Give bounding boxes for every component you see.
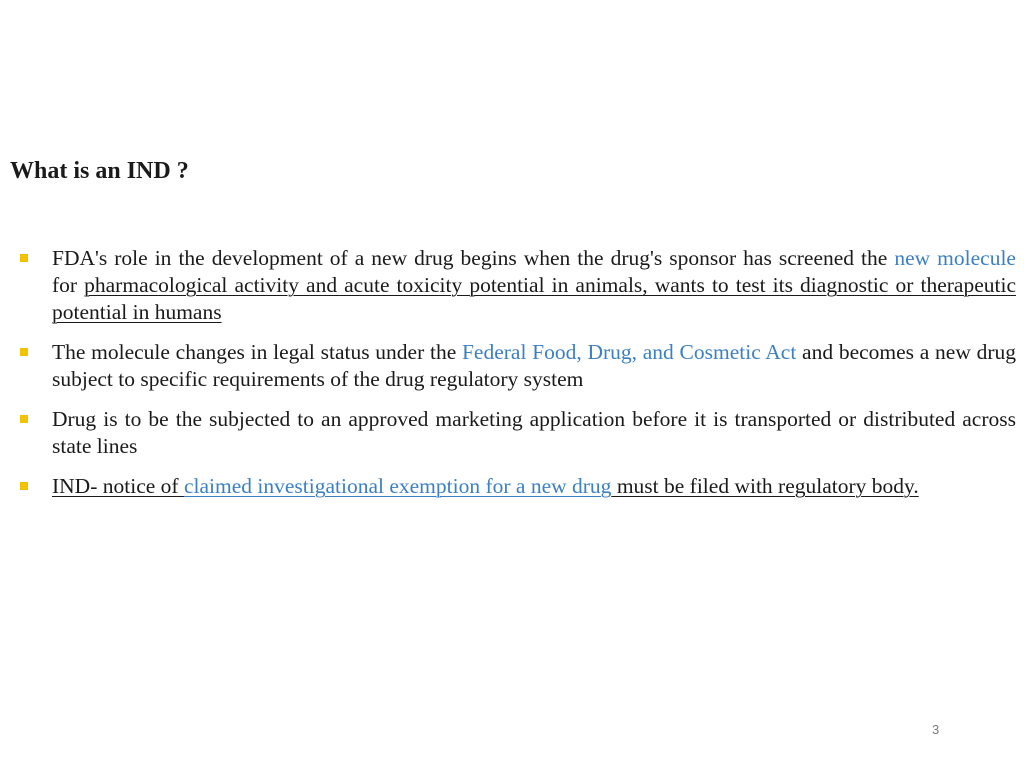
square-bullet-icon bbox=[20, 348, 28, 356]
bullet-text: for bbox=[52, 273, 85, 297]
square-bullet-icon bbox=[20, 415, 28, 423]
bullet-text: FDA's role in the development of a new drug begins when the drug's sponsor has screened the bbox=[52, 246, 895, 270]
highlight-fdc-act: Federal Food, Drug, and Cosmetic Act bbox=[461, 340, 797, 364]
bullet-text: Drug is to be the subjected to an approved marketing application before it is transported or distributed across state lines bbox=[52, 407, 1016, 458]
underlined-text: pharmacological activity and acute toxicity potential in animals, wants to test its diagnostic or therapeutic potential in humans bbox=[52, 273, 1016, 324]
square-bullet-icon bbox=[20, 482, 28, 490]
underlined-text: IND- notice of bbox=[52, 474, 184, 498]
bullet-list bbox=[18, 245, 1016, 513]
page-number: 3 bbox=[932, 722, 940, 737]
bullet-item bbox=[18, 406, 1016, 460]
slide-title: What is an IND ? bbox=[10, 158, 189, 184]
highlight-new-molecule: new molecule bbox=[894, 246, 1016, 270]
square-bullet-icon bbox=[20, 254, 28, 262]
bullet-text: The molecule changes in legal status under the bbox=[52, 340, 462, 364]
highlight-exemption: claimed investigational exemption for a new drug bbox=[183, 474, 612, 498]
bullet-item bbox=[18, 473, 1016, 500]
bullet-item bbox=[18, 339, 1016, 393]
underlined-text: must be filed with regulatory body. bbox=[611, 474, 919, 498]
bullet-text: and becomes a new drug subject to specific requirements of the drug regulatory system bbox=[52, 340, 1016, 391]
bullet-item bbox=[18, 245, 1016, 326]
